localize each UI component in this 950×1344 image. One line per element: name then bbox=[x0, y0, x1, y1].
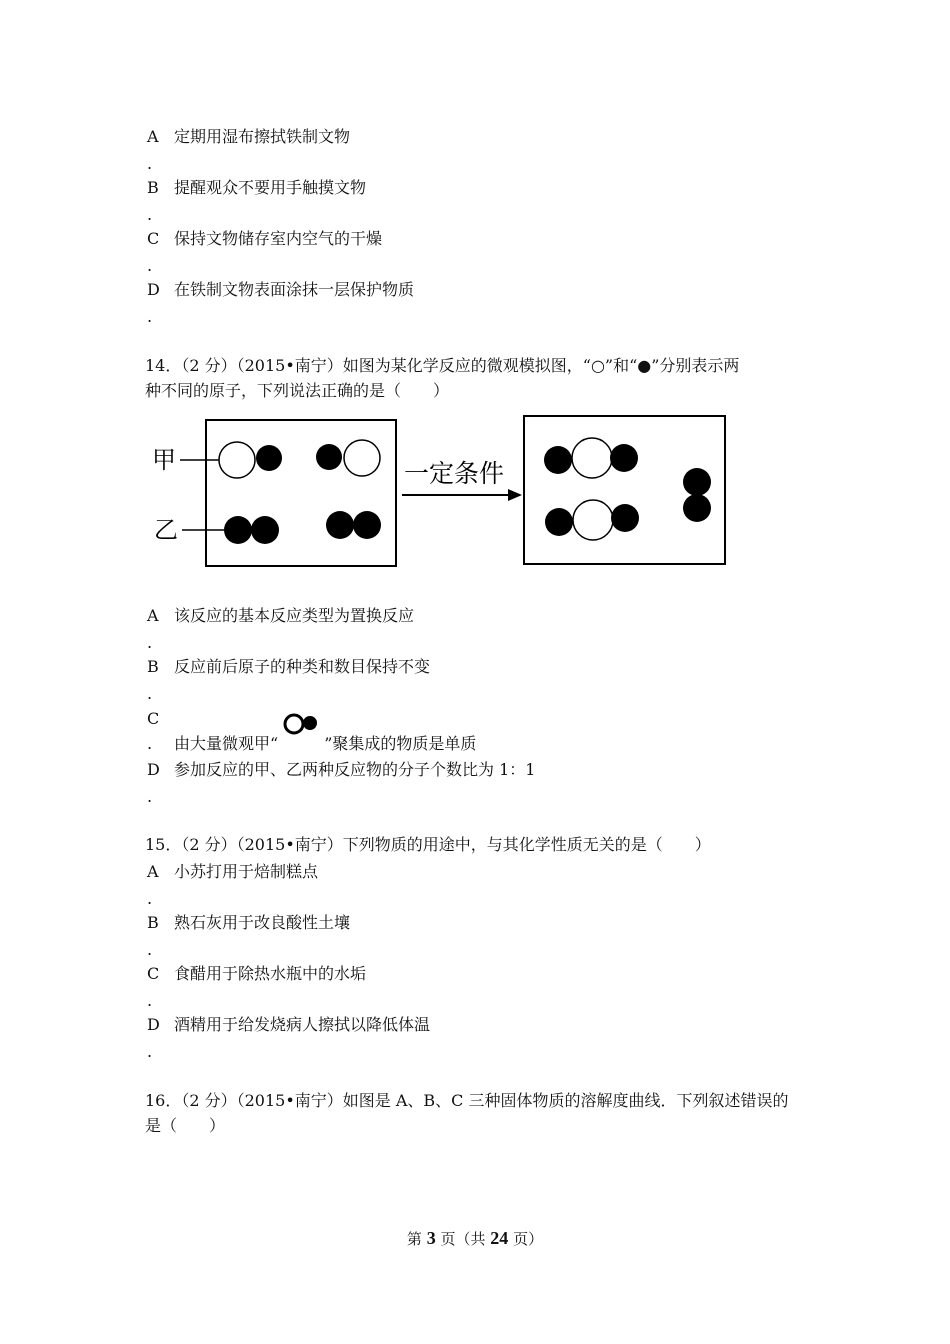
option-text: 在铁制文物表面涂抹一层保护物质 bbox=[174, 280, 415, 299]
white-atom bbox=[573, 500, 613, 540]
black-atom bbox=[256, 445, 282, 471]
option-text: 该反应的基本反应类型为置换反应 bbox=[174, 606, 415, 625]
option-letter: D bbox=[147, 760, 160, 779]
white-atom bbox=[285, 715, 303, 733]
black-atom bbox=[353, 511, 381, 539]
leftover-molecule bbox=[683, 468, 711, 522]
option-letter: C bbox=[147, 709, 160, 728]
black-atom bbox=[303, 716, 317, 730]
black-atom bbox=[251, 516, 279, 544]
footer-prefix: 第 bbox=[406, 1230, 422, 1248]
option-text: 酒精用于给发烧病人擦拭以降低体温 bbox=[174, 1015, 431, 1034]
option-dot: . bbox=[147, 734, 153, 753]
page-footer bbox=[0, 1228, 950, 1249]
black-atom bbox=[545, 508, 573, 536]
option-letter: B bbox=[147, 913, 159, 932]
option-dot: . bbox=[147, 205, 153, 224]
option-letter: C bbox=[147, 229, 160, 248]
molecule-yi-2 bbox=[326, 511, 381, 539]
option-dot: . bbox=[147, 1042, 153, 1061]
q16-stem-line1: 16．（2 分）（2015•南宁）如图是 A、B、C 三种固体物质的溶解度曲线．下列叙述错误的 bbox=[145, 1091, 789, 1110]
option-letter: A bbox=[147, 127, 159, 146]
option-dot: . bbox=[147, 154, 153, 173]
product-molecule-1 bbox=[544, 438, 638, 478]
option-text: 熟石灰用于改良酸性土壤 bbox=[174, 913, 351, 932]
option-letter: A bbox=[147, 606, 159, 625]
option-dot: . bbox=[147, 633, 153, 652]
white-atom bbox=[219, 442, 255, 478]
option-dot: . bbox=[147, 787, 153, 806]
q15-stem: 15．（2 分）（2015•南宁）下列物质的用途中，与其化学性质无关的是（ ） bbox=[145, 835, 711, 854]
black-atom bbox=[610, 444, 638, 472]
option-dot: . bbox=[147, 256, 153, 275]
option-text: 定期用湿布擦拭铁制文物 bbox=[174, 127, 351, 146]
white-atom bbox=[344, 440, 380, 476]
molecule-yi-1 bbox=[224, 516, 279, 544]
label-jia: 甲 bbox=[152, 446, 176, 474]
reaction-arrow-head bbox=[508, 489, 522, 501]
option-text: 小苏打用于焙制糕点 bbox=[174, 862, 319, 881]
option-letter: D bbox=[147, 1015, 160, 1034]
label-yi: 乙 bbox=[154, 516, 178, 544]
q16-stem-line2: 是（ ） bbox=[145, 1116, 226, 1135]
option-text: 保持文物储存室内空气的干燥 bbox=[174, 229, 383, 248]
option-text bbox=[174, 729, 476, 754]
total-pages: 24 bbox=[490, 1228, 509, 1248]
option-text-before: 由大量微观甲“ bbox=[174, 734, 279, 753]
option-letter: B bbox=[147, 178, 159, 197]
black-atom bbox=[316, 444, 342, 470]
black-atom bbox=[544, 446, 572, 474]
product-molecule-2 bbox=[545, 500, 639, 540]
option-text: 参加反应的甲、乙两种反应物的分子个数比为 1：1 bbox=[174, 760, 536, 779]
option-letter: B bbox=[147, 657, 159, 676]
black-atom bbox=[683, 468, 711, 496]
reaction-condition: 一定条件 bbox=[404, 459, 505, 488]
q14-stem-line2: 种不同的原子，下列说法正确的是（ ） bbox=[145, 381, 450, 400]
option-text: 食醋用于除热水瓶中的水垢 bbox=[174, 964, 367, 983]
molecule-jia-1 bbox=[219, 442, 282, 478]
option-letter: D bbox=[147, 280, 160, 299]
option-dot: . bbox=[147, 940, 153, 959]
reaction-diagram bbox=[140, 410, 740, 575]
page-number: 3 bbox=[426, 1228, 436, 1248]
option-text-after: ”聚集成的物质是单质 bbox=[324, 734, 477, 753]
q14-stem-line1: 14．（2 分）（2015•南宁）如图为某化学反应的微观模拟图，“○”和“●”分别表示两 bbox=[145, 356, 740, 375]
option-text: 提醒观众不要用手触摸文物 bbox=[174, 178, 367, 197]
option-letter: A bbox=[147, 862, 159, 881]
black-atom bbox=[224, 516, 252, 544]
white-atom bbox=[572, 438, 612, 478]
option-letter: C bbox=[147, 964, 160, 983]
option-dot: . bbox=[147, 889, 153, 908]
option-text: 反应前后原子的种类和数目保持不变 bbox=[174, 657, 431, 676]
option-dot: . bbox=[147, 991, 153, 1010]
footer-suffix: 页） bbox=[513, 1230, 544, 1248]
black-atom bbox=[326, 511, 354, 539]
footer-middle: 页（共 bbox=[440, 1230, 486, 1248]
black-atom bbox=[683, 494, 711, 522]
molecule-jia-2 bbox=[316, 440, 380, 476]
molecule-jia-inline bbox=[278, 729, 324, 749]
option-dot: . bbox=[147, 307, 153, 326]
black-atom bbox=[611, 504, 639, 532]
option-dot: . bbox=[147, 684, 153, 703]
